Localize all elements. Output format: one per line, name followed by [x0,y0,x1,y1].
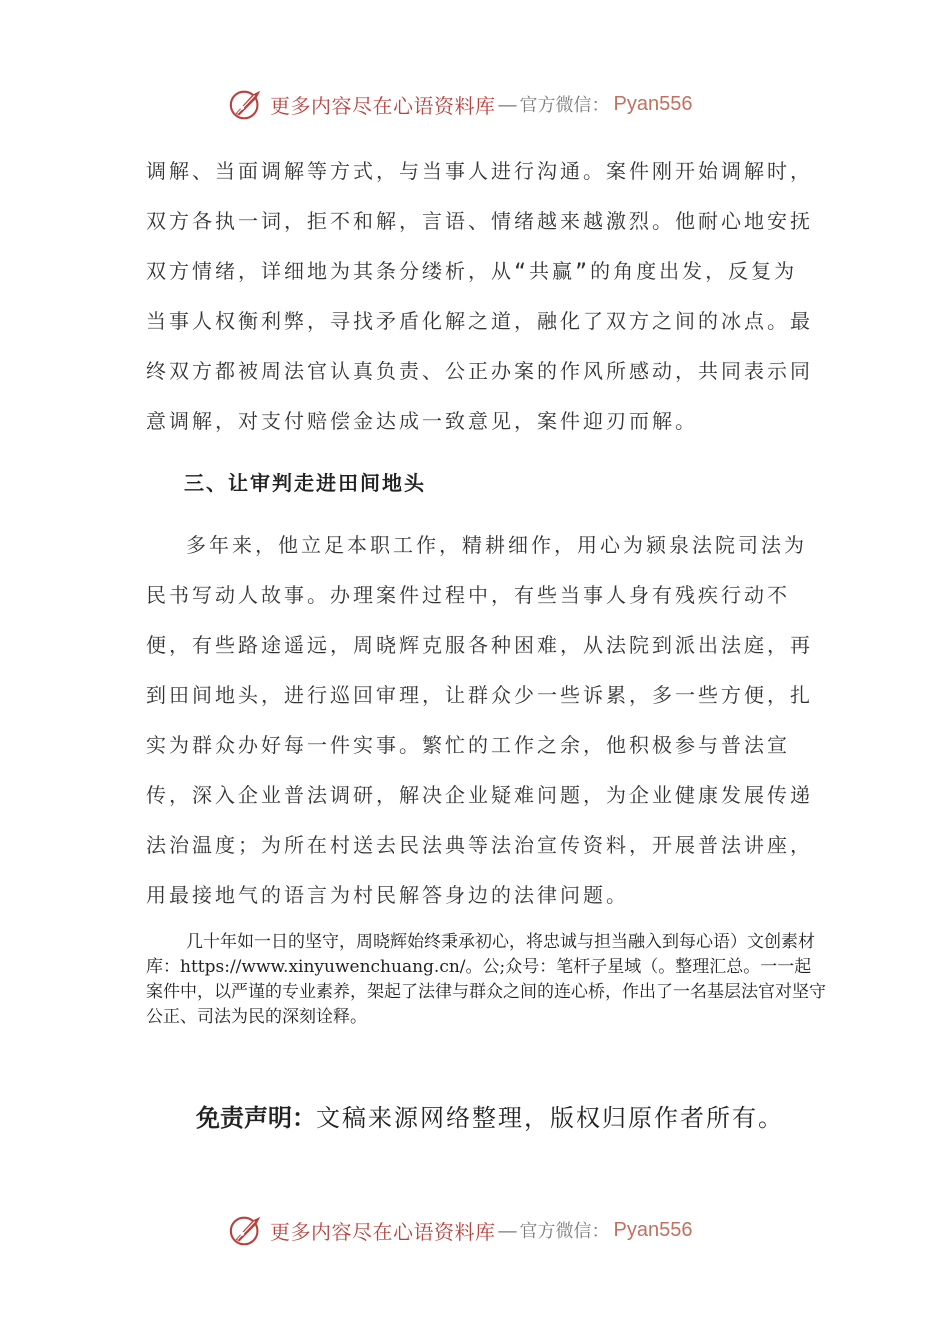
banner-wechat-id: Pyan556 [613,1218,693,1241]
header-banner [228,84,748,124]
banner-dash: — [497,92,518,116]
paragraph-circuit-trial: 多年来，他立足本职工作，精耕细作，用心为颍泉法院司法为民书写动人故事。办理案件过程中，有些当事人身有残疾行动不便，有些路途遥远，周晓辉克服各种困难，从法院到派出法庭，再到田间地头，进行巡回审理，让群众少一些诉累，多一些方便，扎实为群众办好每一件实事。繁忙的工作之余，他积极参与普法宣传，深入企业普法调研，解决企业疑难问题，为企业健康发展传递法治温度；为所在村送去民法典等法治宣传资料，开展普法讲座，用最接地气的语言为村民解答身边的法律问题。 [146,533,813,907]
banner-dash: — [497,1218,518,1242]
banner-text: 更多内容尽在心语资料库 [270,1219,496,1244]
pen-nib-logo-icon [228,1211,266,1249]
disclaimer-label: 免责声明： [196,1104,316,1132]
banner-wechat-id: Pyan556 [613,92,693,115]
section-heading-3: 三、让审判走进田间地头 [184,471,426,495]
pen-nib-logo-icon [228,85,266,123]
paragraph-mediation: 调解、当面调解等方式，与当事人进行沟通。案件刚开始调解时，双方各执一词，拒不和解，言语、情绪越来越激烈。他耐心地安抚双方情绪，详细地为其条分缕析，从“共赢”的角度出发，反复为当事人权衡利弊，寻找矛盾化解之道，融化了双方之间的冰点。最终双方都被周法官认真负责、公正办案的作风所感动，共同表示同意调解，对支付赔偿金达成一致意见，案件迎刃而解。 [146,159,813,433]
banner-wechat-label: 官方微信： [519,95,610,116]
banner-text: 更多内容尽在心语资料库 [270,93,496,118]
disclaimer [196,1098,784,1138]
footer-banner [228,1210,748,1250]
banner-wechat-label: 官方微信： [519,1221,610,1242]
disclaimer-text: 文稿来源网络整理，版权归原作者所有。 [316,1104,784,1132]
paragraph-conclusion: 几十年如一日的坚守，周晓辉始终秉承初心，将忠诚与担当融入到每心语）文创素材库：https://www.xinyuwenchuang.cn/。公;众号：笔杆子星域（。整理汇总。一一起案件中，以严谨的专业素养，架起了法律与群众之间的连心桥，作出了一名基层法官对坚守公正、司法为民的深刻诠释。 [146,932,826,1027]
